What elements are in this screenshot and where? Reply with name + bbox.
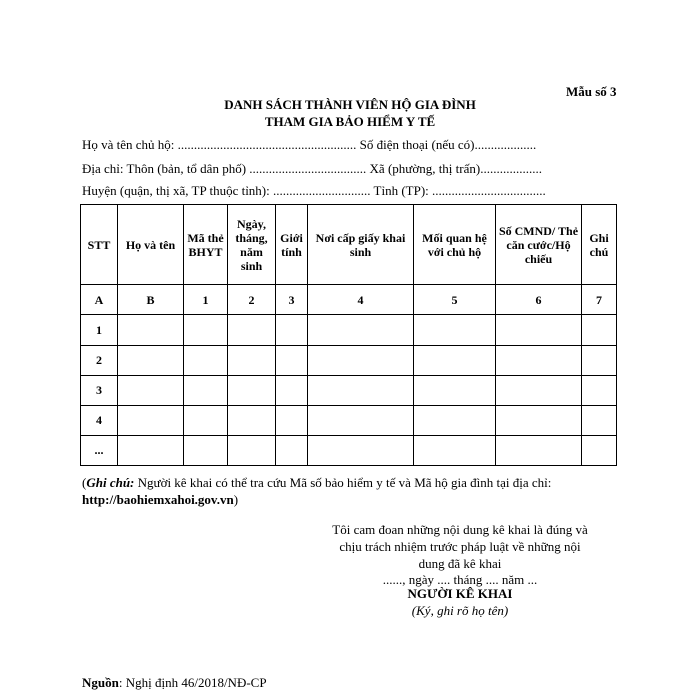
- document-title-line2: THAM GIA BẢO HIỂM Y TẾ: [264, 114, 436, 129]
- table-cell[interactable]: [276, 405, 308, 435]
- row-index: ...: [81, 435, 118, 465]
- table-cell[interactable]: [414, 345, 496, 375]
- table-cell[interactable]: [184, 315, 228, 345]
- table-row: [81, 345, 617, 375]
- household-head-line: Họ và tên chủ hộ: ....................................................... Số điện thoại (nếu có)...................: [82, 137, 537, 152]
- table-row: [81, 375, 617, 405]
- table-row: [81, 435, 617, 465]
- signer-note: (Ký, ghi rõ họ tên): [411, 603, 509, 618]
- note-close: ): [233, 492, 239, 507]
- district-line: Huyện (quận, thị xã, TP thuộc tỉnh): .............................. Tỉnh (TP): ...................................: [82, 183, 546, 198]
- date-line: ......, ngày .... tháng .... năm ...: [382, 572, 538, 587]
- column-code: 2: [228, 285, 276, 315]
- table-cell[interactable]: [276, 345, 308, 375]
- source-label: Nguồn: [82, 675, 119, 690]
- source-text: : Nghị định 46/2018/NĐ-CP: [118, 675, 267, 690]
- table-cell[interactable]: [582, 345, 617, 375]
- row-index: 2: [81, 345, 118, 375]
- form-code: Mẫu số 3: [566, 84, 617, 99]
- table-cell[interactable]: [308, 315, 414, 345]
- header-full-name: Họ và tên: [118, 205, 184, 285]
- table-cell[interactable]: [118, 315, 184, 345]
- column-code: 7: [582, 285, 617, 315]
- table-cell[interactable]: [496, 405, 582, 435]
- table-cell[interactable]: [228, 405, 276, 435]
- commitment-text: Tôi cam đoan những nội dung kê khai là đúng và chịu trách nhiệm trước pháp luật về những nội dung đã kê khai: [332, 522, 588, 571]
- table-cell[interactable]: [308, 405, 414, 435]
- column-code: 5: [414, 285, 496, 315]
- header-birth-cert-place: Nơi cấp giấy khai sinh: [308, 205, 414, 285]
- column-code: 3: [276, 285, 308, 315]
- member-table: [80, 204, 617, 466]
- table-cell[interactable]: [496, 315, 582, 345]
- table-header-row: [81, 205, 617, 285]
- address-line: Địa chỉ: Thôn (bản, tổ dân phố) .................................... Xã (phường, thị trấn)...................: [82, 161, 542, 176]
- table-cell[interactable]: [276, 375, 308, 405]
- table-cell[interactable]: [308, 435, 414, 465]
- document-title-line1: DANH SÁCH THÀNH VIÊN HỘ GIA ĐÌNH: [224, 97, 476, 112]
- note-paragraph: (Ghi chú: Người kê khai có thể tra cứu Mã số bảo hiểm y tế và Mã hộ gia đình tại địa chỉ: http://baohiemxahoi.gov.vn): [82, 475, 552, 507]
- table-cell[interactable]: [496, 375, 582, 405]
- table-cell[interactable]: [184, 375, 228, 405]
- header-gender: Giới tính: [276, 205, 308, 285]
- table-cell[interactable]: [308, 345, 414, 375]
- header-stt: STT: [81, 205, 118, 285]
- table-cell[interactable]: [118, 405, 184, 435]
- table-row: [81, 405, 617, 435]
- table-cell[interactable]: [276, 435, 308, 465]
- table-cell[interactable]: [228, 435, 276, 465]
- header-notes: Ghi chú: [582, 205, 617, 285]
- table-cell[interactable]: [582, 435, 617, 465]
- header-insurance-code: Mã thẻ BHYT: [184, 205, 228, 285]
- table-cell[interactable]: [276, 315, 308, 345]
- row-index: 3: [81, 375, 118, 405]
- table-cell[interactable]: [228, 345, 276, 375]
- table-cell[interactable]: [228, 315, 276, 345]
- table-cell[interactable]: [118, 435, 184, 465]
- row-index: 4: [81, 405, 118, 435]
- table-column-code-row: [81, 285, 617, 315]
- table-cell[interactable]: [414, 375, 496, 405]
- column-code: 6: [496, 285, 582, 315]
- column-code: 4: [308, 285, 414, 315]
- table-cell[interactable]: [228, 375, 276, 405]
- table-cell[interactable]: [118, 345, 184, 375]
- table-cell[interactable]: [496, 435, 582, 465]
- row-index: 1: [81, 315, 118, 345]
- note-label: Ghi chú:: [86, 475, 135, 490]
- signer-title: NGƯỜI KÊ KHAI: [407, 586, 513, 601]
- table-cell[interactable]: [582, 315, 617, 345]
- table-row: [81, 315, 617, 345]
- header-birth-date: Ngày, tháng, năm sinh: [228, 205, 276, 285]
- header-id-number: Số CMND/ Thẻ căn cước/Hộ chiếu: [496, 205, 582, 285]
- source-line: [82, 675, 267, 691]
- table-cell[interactable]: [582, 375, 617, 405]
- table-cell[interactable]: [414, 405, 496, 435]
- table-cell[interactable]: [308, 375, 414, 405]
- table-cell[interactable]: [184, 435, 228, 465]
- note-text: Người kê khai có thể tra cứu Mã số bảo hiểm y tế và Mã hộ gia đình tại địa chỉ:: [134, 475, 552, 490]
- table-cell[interactable]: [414, 315, 496, 345]
- table-cell[interactable]: [414, 435, 496, 465]
- note-url-link[interactable]: http://baohiemxahoi.gov.vn: [82, 492, 234, 507]
- table-cell[interactable]: [184, 345, 228, 375]
- table-cell[interactable]: [582, 405, 617, 435]
- table-cell[interactable]: [496, 345, 582, 375]
- column-code: B: [118, 285, 184, 315]
- column-code: A: [81, 285, 118, 315]
- column-code: 1: [184, 285, 228, 315]
- header-relationship: Mối quan hệ với chủ hộ: [414, 205, 496, 285]
- table-cell[interactable]: [118, 375, 184, 405]
- table-cell[interactable]: [184, 405, 228, 435]
